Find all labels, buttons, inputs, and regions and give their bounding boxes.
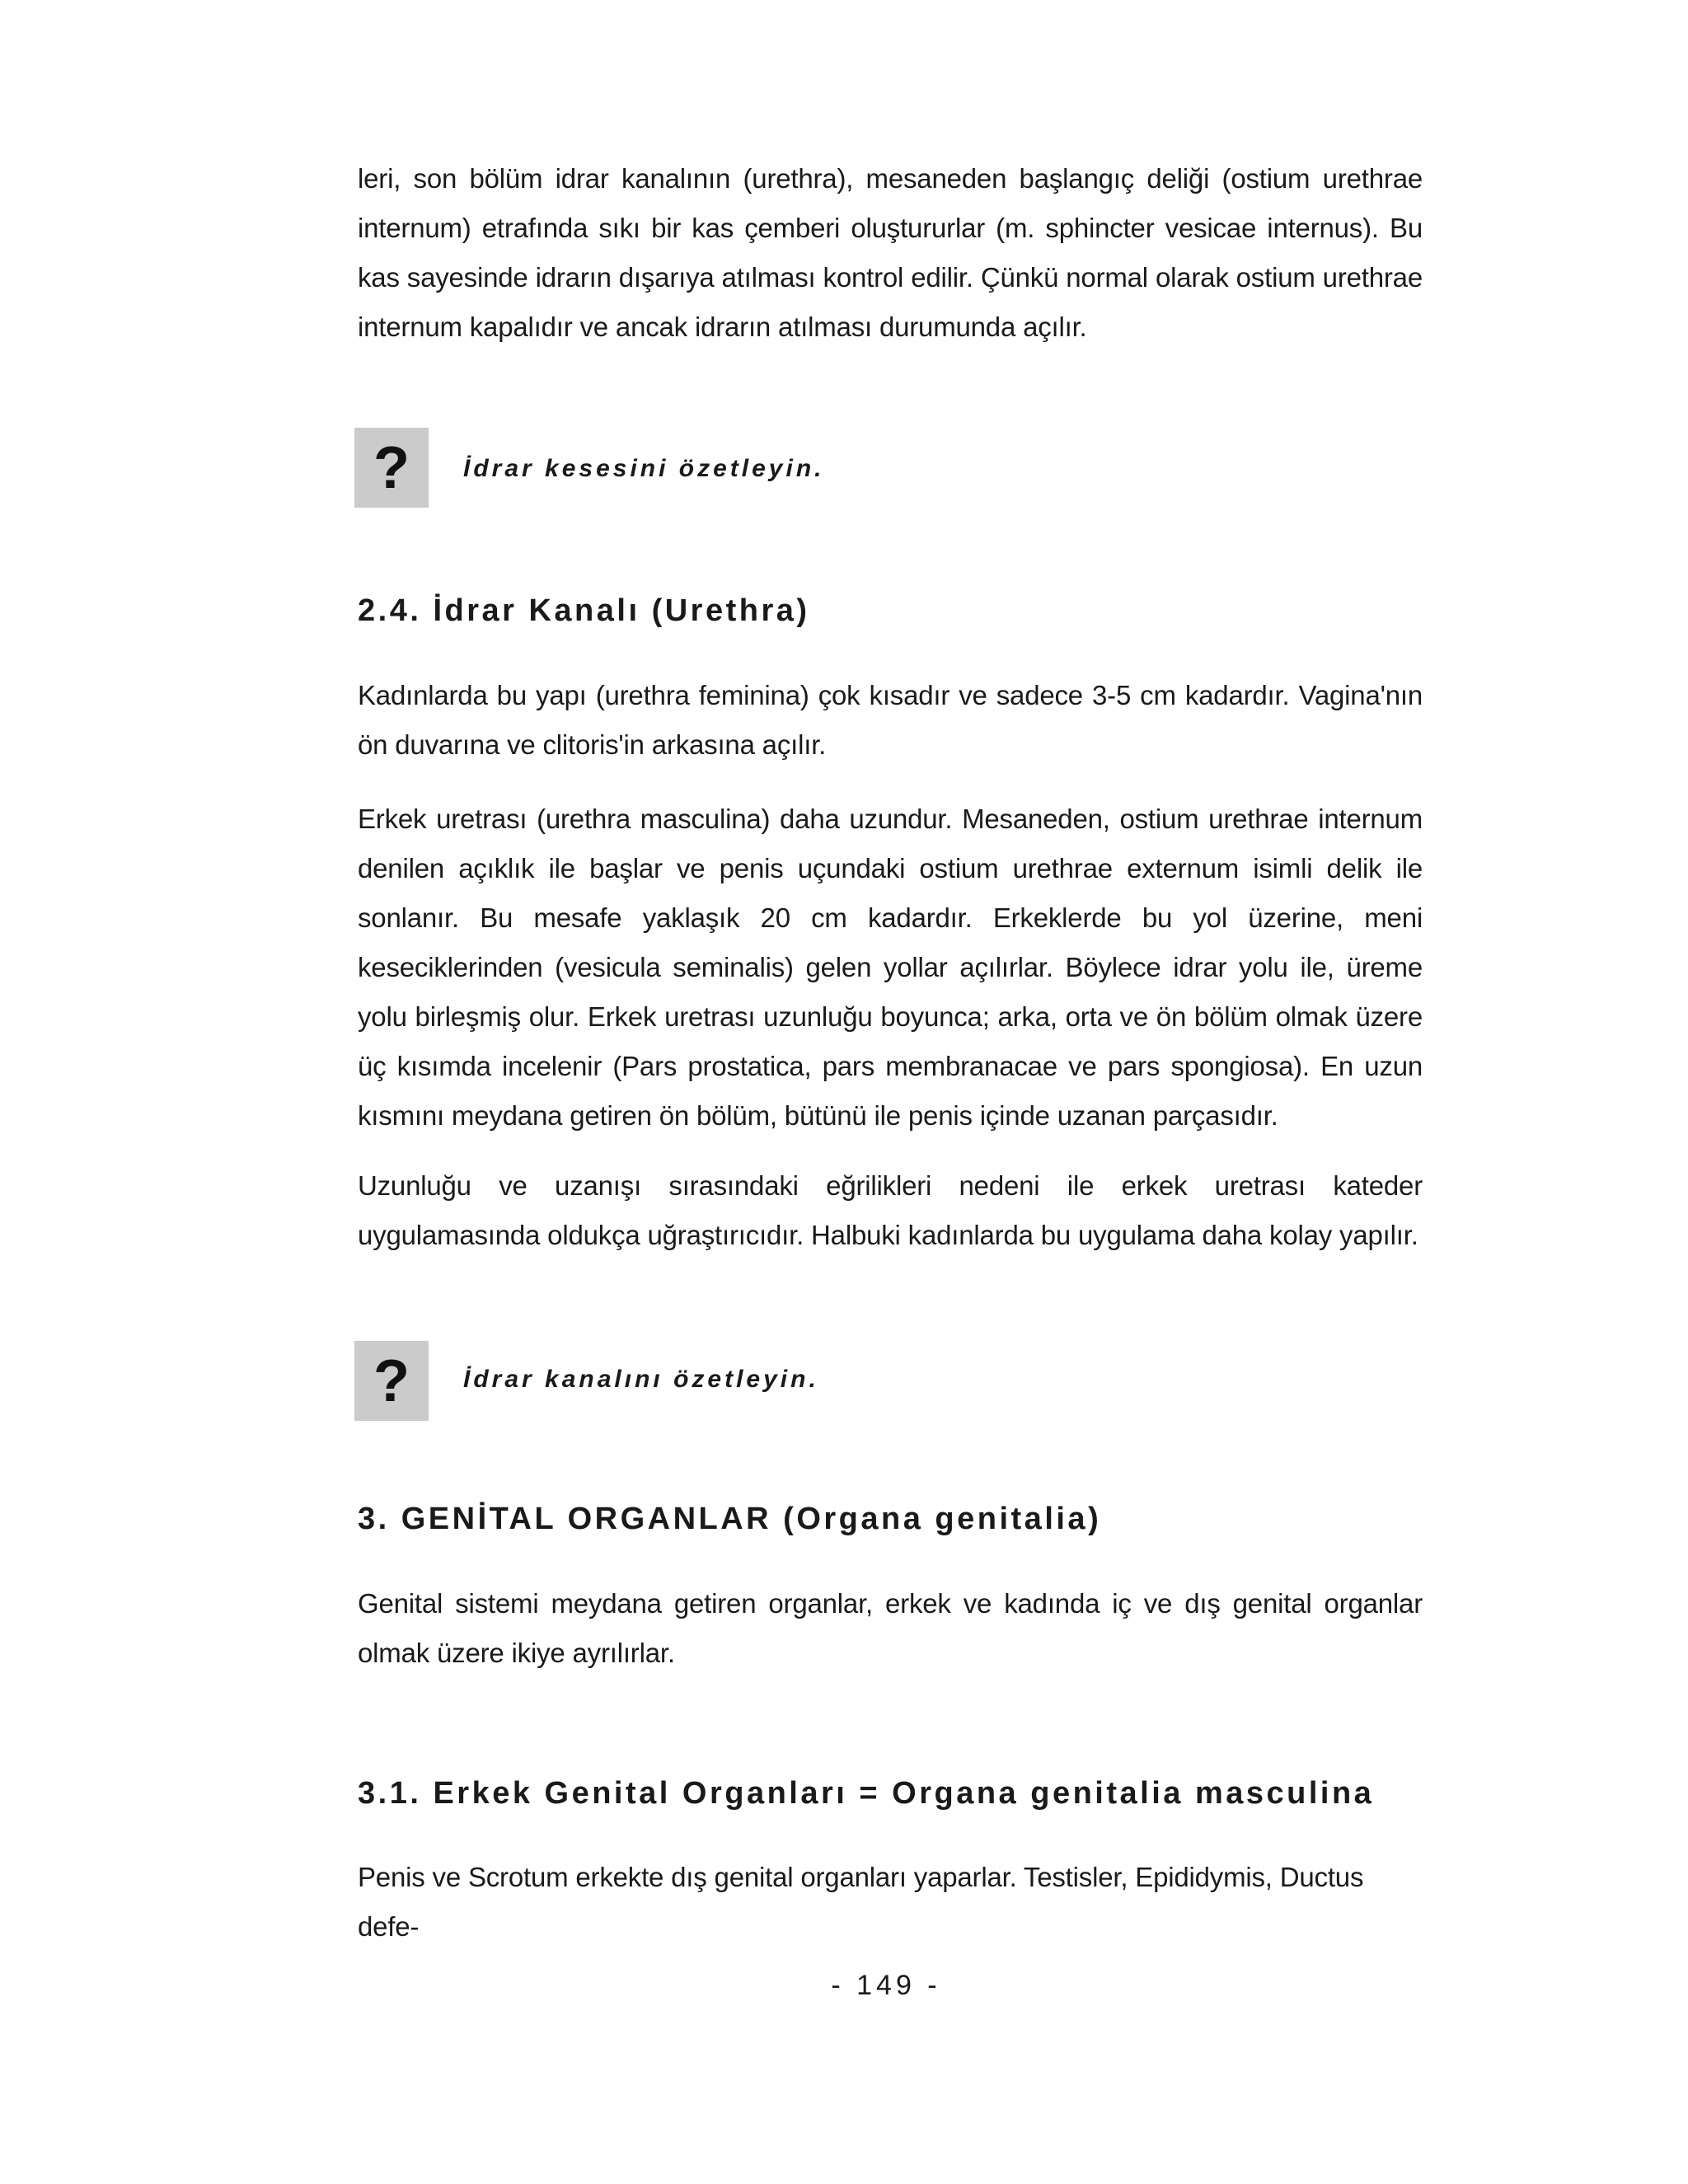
page-number: - 149 - — [831, 1970, 941, 2001]
paragraph-male-urethra: Erkek uretrası (urethra masculina) daha uzundur. Mesaneden, ostium urethrae internum denilen açıklık ile başlar ve penis uçundaki ostium urethrae externum isimli delik ile sonlanır. Bu mesafe yaklaşık 20 cm kadardır. Erkeklerde bu yol üzerine, meni keseciklerinden (vesicula seminalis) gelen yollar açılırlar. Böylece idrar yolu ile, üreme yolu birleşmiş olur. Erkek uretrası uzunluğu boyunca; arka, orta ve ön bölüm olmak üzere üç kısımda incelenir (Pars prostatica, pars membranacae ve pars spongiosa). En uzun kısmını meydana getiren ön bölüm, bütünü ile penis içinde uzanan parçasıdır. — [358, 804, 1423, 1131]
section-heading-genital-organs: 3. GENİTAL ORGANLAR (Organa genitalia) — [358, 1502, 1102, 1536]
question-prompt-urethra: İdrar kanalını özetleyin. — [463, 1366, 819, 1393]
question-mark-icon: ? — [354, 1341, 429, 1421]
section-heading-urethra: 2.4. İdrar Kanalı (Urethra) — [358, 593, 810, 628]
paragraph-genital-system: Genital sistemi meydana getiren organlar, erkek ve kadında iç ve dış genital organlar olmak üzere ikiye ayrılırlar. — [358, 1588, 1423, 1668]
paragraph-external-genitals: Penis ve Scrotum erkekte dış genital organları yaparlar. Testisler, Epididymis, Ductus defe- — [358, 1862, 1364, 1942]
question-mark-icon: ? — [354, 428, 429, 508]
question-prompt-bladder: İdrar kesesini özetleyin. — [463, 455, 825, 482]
paragraph-female-urethra: Kadınlarda bu yapı (urethra feminina) çok kısadır ve sadece 3-5 cm kadardır. Vagina'nın ön duvarına ve clitoris'in arkasına açılır. — [358, 680, 1423, 760]
paragraph-catheter: Uzunluğu ve uzanışı sırasındaki eğrilikleri nedeni ile erkek uretrası kateder uygulamasında oldukça uğraştırıcıdır. Halbuki kadınlarda bu uygulama daha kolay yapılır. — [358, 1170, 1423, 1250]
paragraph-bladder-sphincter: leri, son bölüm idrar kanalının (urethra), mesaneden başlangıç deliği (ostium urethrae internum) etrafında sıkı bir kas çemberi oluştururlar (m. sphincter vesicae internus). Bu kas sayesinde idrarın dışarıya atılması kontrol edilir. Çünkü normal olarak ostium urethrae internum kapalıdır ve ancak idrarın atılması durumunda açılır. — [358, 163, 1423, 342]
section-heading-male-genital-organs: 3.1. Erkek Genital Organları = Organa genitalia masculina — [358, 1776, 1375, 1811]
